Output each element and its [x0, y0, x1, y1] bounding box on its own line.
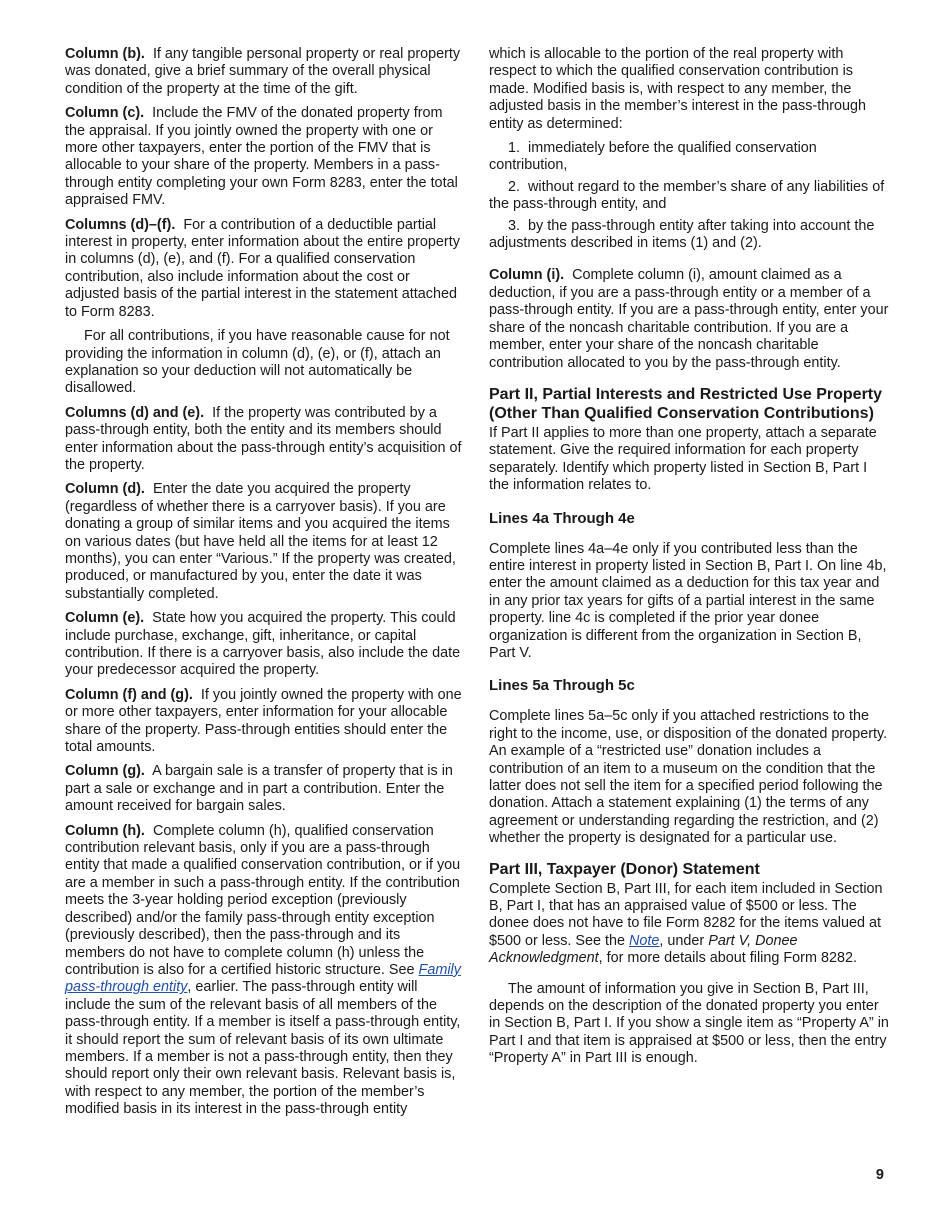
part-iii-paragraph: Complete Section B, Part III, for each item included in Section B, Part I, that has an appraised value of $500 or less. The donee does not have to file Form 8282 for the items valued at $500 or less. See the Note, under Part V, Donee Acknowledgment, for more details about filing Form 8282.: [489, 880, 883, 967]
page-number: 9: [875, 1167, 884, 1183]
column-c-paragraph: Column (c). Include the FMV of the donated property from the appraisal. If you jointly owned the property with one or more other taxpayers, enter the portion of the FMV that is allocable to your share of the property. Members in a pass-through entity completing your own Form 8283, enter the total appraised FMV.: [65, 105, 458, 209]
column-e-paragraph: Column (e). State how you acquired the property. This could include purchase, exchange, gift, inheritance, or capital contribution. If there is a carryover basis, also include the date your predecessor acquired the property.: [65, 610, 461, 679]
part-iii-information-paragraph: The amount of information you give in Section B, Part III, depends on the description of the donated property you enter in Section B, Part I. If you show a single item as “Property A” in Part I and that item is appraised at $500 or less, then the entry “Property A” in Part III is enough.: [489, 980, 889, 1067]
columns-d-f-paragraph: Columns (d)–(f). For a contribution of a deductible partial interest in property, enter information about the entire property in columns (d), (e), and (f). For a qualified conservation contribution, also include information about the cost or adjusted basis of the partial interest in the statement attached to Form 8283.: [65, 216, 460, 320]
right-column: [489, 46, 889, 1075]
part-ii-heading: Part II, Partial Interests and Restricted Use Property (Other Than Qualified Conservation Contributions): [489, 385, 883, 422]
part-iii-heading: Part III, Taxpayer (Donor) Statement: [489, 860, 760, 878]
lines-5a-5c-paragraph: Complete lines 5a–5c only if you attached restrictions to the right to the income, use, or disposition of the donated property. An example of a “restricted use” donation includes a contribution of an item to a museum on the condition that the latter does not sell the item for a specified period following the donation. Attach a statement explaining (1) the terms of any agreement or understanding regarding the restriction, and (2) whether the property is designated for a particular use.: [489, 708, 888, 847]
column-h-paragraph: Column (h). Complete column (h), qualified conservation contribution relevant basis, only if you are a pass-through entity that made a qualified conservation contribution, or if you are a member in such a pass-through entity. If the contribution meets the 3-year holding period exception (previously described) and/or the family pass-through entity exception (previously described), then the pass-through and its members do not have to complete column (h) unless the contribution is also for a certified historic structure. See Family pass-through entity, earlier. The pass-through entity will include the sum of the relevant basis of all members of the pass-through entity. If a member is itself a pass-through entity, it should report the sum of relevant basis of its own ultimate members. If a member is not a pass-through entity, then they should report only their own relevant basis. Relevant basis is, with respect to any member, the portion of the member’s modified basis in its interest in the pass-through entity: [65, 822, 461, 1118]
list-item: 1. immediately before the qualified conservation contribution,: [489, 140, 817, 174]
lines-5a-5c-heading: Lines 5a Through 5c: [489, 677, 635, 695]
column-d-paragraph: Column (d). Enter the date you acquired the property (regardless of whether there is a carryover basis). If you are donating a group of similar items and you acquired the items on various dates (but have held all the items for at least 12 months), you can enter “Various.” If the property was created, produced, or manufactured by you, enter the date it was substantially completed.: [65, 481, 456, 602]
lines-4a-4e-heading: Lines 4a Through 4e: [489, 509, 635, 527]
column-f-g-paragraph: Column (f) and (g). If you jointly owned the property with one or more other taxpayers, enter information for your allocable share of the property. Pass-through entities should enter the total amounts.: [65, 686, 462, 756]
modified-basis-paragraph: which is allocable to the portion of the real property with respect to which the qualified conservation contribution is made. Modified basis is, with respect to any member, the adjusted basis in the member’s interest in the pass-through entity as determined:: [489, 46, 867, 132]
list-item: 3. by the pass-through entity after taking into account the adjustments described in items (1) and (2).: [489, 217, 875, 252]
part-ii-paragraph: If Part II applies to more than one property, attach a separate statement. Give the required information for each property separately. Identify which property listed in Section B, Part I the information relates to.: [489, 424, 877, 494]
column-i-paragraph: Column (i). Complete column (i), amount claimed as a deduction, if you are a pass-through entity or a member of a pass-through entity. If you are a pass-through entity, enter your share of the noncash charitable contribution. If you are a member, enter your share of the noncash charitable contribution allocated to you by the pass-through entity.: [489, 267, 889, 371]
all-contributions-paragraph: For all contributions, if you have reasonable cause for not providing the information in column (d), (e), or (f), attach an explanation so your deduction will not automatically be disallowed.: [65, 328, 450, 397]
left-column: [65, 46, 463, 1126]
family-pass-through-entity-link[interactable]: Family pass-through entity: [65, 961, 461, 996]
note-link[interactable]: Note: [629, 932, 660, 949]
columns-d-e-paragraph: Columns (d) and (e). If the property was contributed by a pass-through entity, both the entity and its members should enter information about the pass-through entity’s acquisition of the property.: [65, 404, 462, 473]
column-g-paragraph: Column (g). A bargain sale is a transfer of property that is in part a sale or exchange and in part a contribution. Enter the amount received for bargain sales.: [65, 763, 453, 815]
list-item: 2. without regard to the member’s share of any liabilities of the pass-through entity, and: [489, 178, 885, 213]
lines-4a-4e-paragraph: Complete lines 4a–4e only if you contributed less than the entire interest in property listed in Section B, Part I. On line 4b, enter the amount claimed as a deduction for this tax year and in any prior tax years for gifts of a partial interest in the same property. line 4c is completed if the prior year donee organization is different from the organization in Section B, Part V.: [489, 540, 887, 661]
column-b-paragraph: Column (b). If any tangible personal property or real property was donated, give a brief summary of the overall physical condition of the property at the time of the gift.: [65, 46, 461, 97]
